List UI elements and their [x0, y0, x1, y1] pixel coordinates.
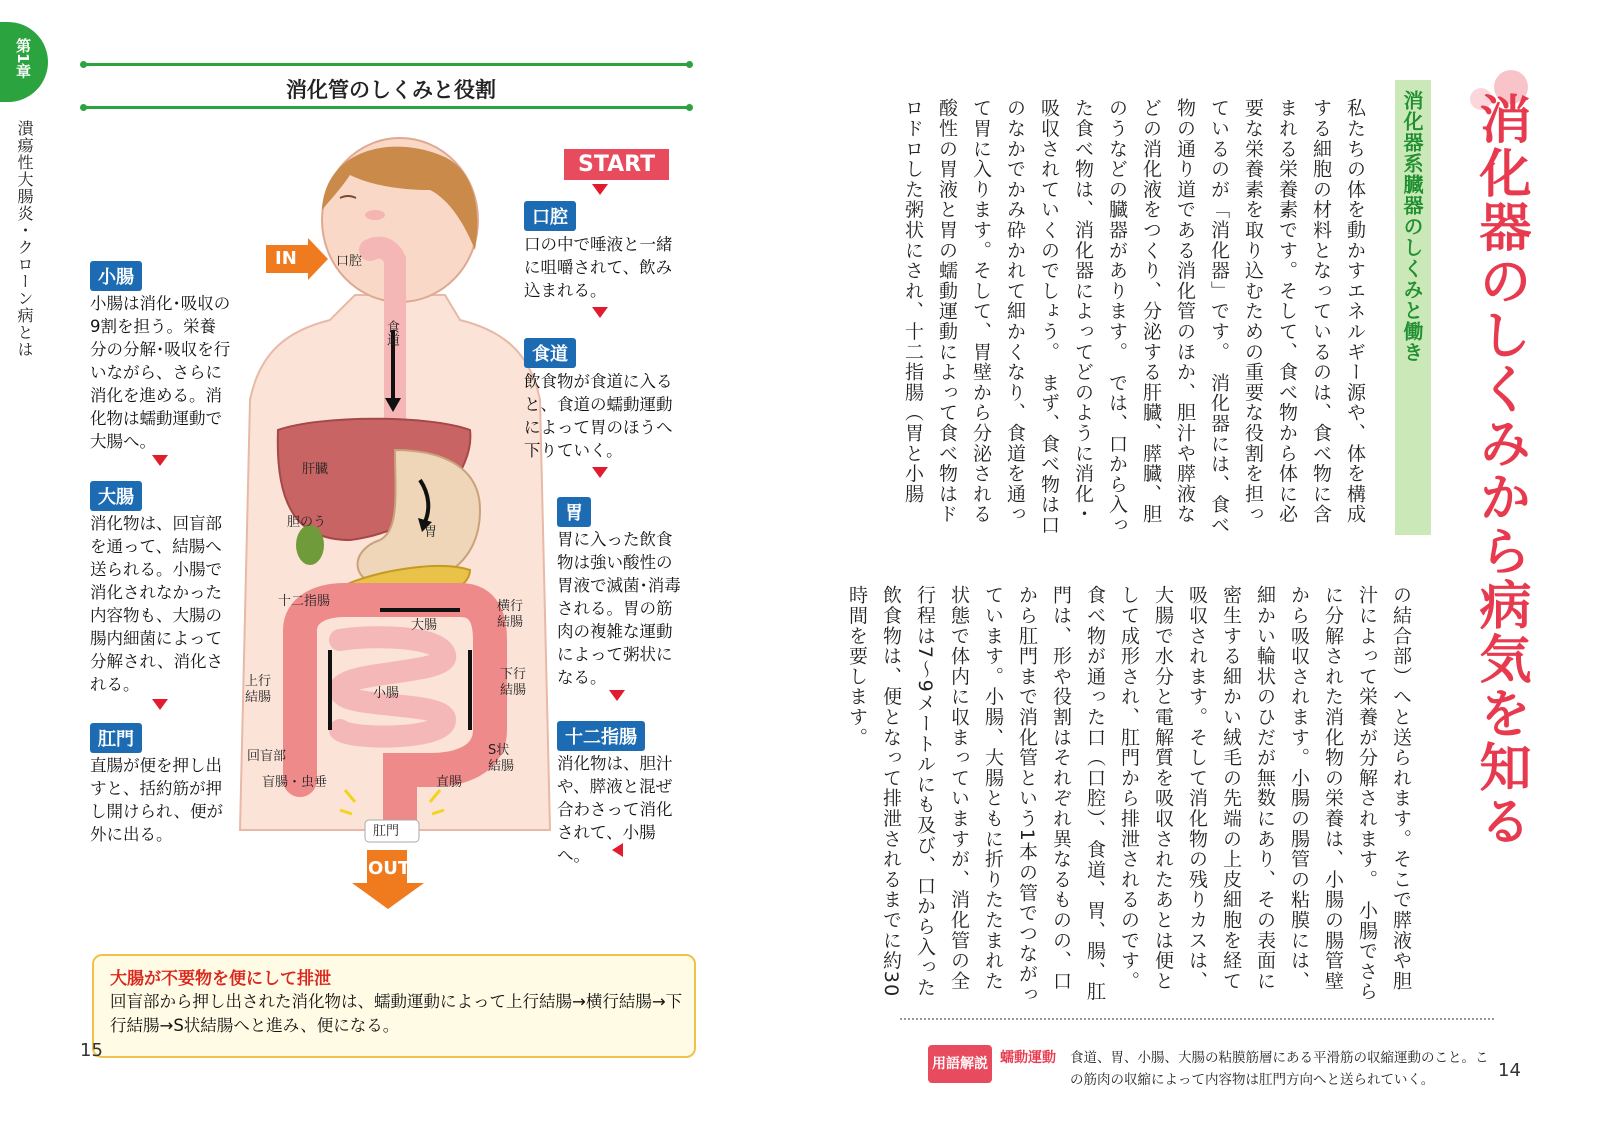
article-body-upper: 私たちの体を動かすエネルギー源や、体を構成する細胞の材料となっているのは、食べ物に含まれる栄養素です。そして、食べ物から体に必要な栄養素を取り込むための重要な役割を担っているのが「消化器」です。 消化器には、食べ物の通り道である消化管のほか、胆汁や膵液などの消化液をつくり、分泌する肝臓、膵臓、胆のうなどの臓器があります。 では、口から入った食べ物は、消化器によってどのように消化・吸収されていくのでしょう。 まず、食べ物は口のなかでかみ砕かれて細かくなり、食道を通って胃に入ります。そして、胃壁から分泌される酸性の胃液と胃の蠕動運動によって食べ物はドロドロした粥状にされ、十二指腸（胃と小腸: [902, 98, 1366, 536]
flow-triangle: [152, 699, 168, 710]
article-subtitle: 消化器系臓器のしくみと働き: [1400, 90, 1424, 363]
out-arrow-head: [352, 883, 424, 909]
summary-title: 大腸が不要物を便にして排泄: [110, 969, 331, 989]
label-ileocecal: 回盲部: [247, 749, 287, 764]
label-duodenum: 十二指腸: [278, 594, 331, 609]
label-liver: 肝臓: [302, 462, 329, 477]
flow-triangle: [609, 690, 625, 701]
label-cecum: 盲腸・虫垂: [262, 775, 328, 790]
glossary-term: 蠕動運動: [1000, 1050, 1056, 1066]
label-small-intestine: 小腸: [373, 686, 400, 701]
flow-triangle: [592, 184, 608, 195]
flow-triangle-left: [612, 843, 623, 857]
flow-triangle: [592, 307, 608, 318]
label-rectum: 直腸: [436, 775, 463, 790]
note-title-esophagus: 食道: [524, 338, 576, 368]
note-title-stomach: 胃: [557, 497, 591, 527]
note-title-duodenum: 十二指腸: [557, 721, 645, 751]
label-transverse-colon: 横行 結腸: [497, 599, 524, 630]
cheek: [365, 210, 385, 220]
label-gallbladder: 胆のう: [287, 515, 327, 530]
in-arrow-head: [308, 238, 328, 280]
note-text-anus: 直腸が便を押し出すと、括約筋が押し開けられ、便が外に出る。: [90, 756, 223, 844]
diagram-title: 消化管のしくみと役割: [286, 78, 496, 102]
page-number-right: 14: [1498, 1060, 1521, 1081]
label-stomach: 胃: [424, 525, 438, 540]
note-title-small-intestine: 小腸: [90, 261, 142, 291]
header-rule-top: [84, 63, 690, 66]
note-text-esophagus: 飲食物が食道に入ると、食道の蠕動運動によって胃のほうへ下りていく。: [524, 372, 673, 460]
label-descending-colon: 下行 結腸: [500, 667, 527, 698]
label-anus: 肛門: [373, 824, 400, 839]
label-sigmoid-colon: S状 結腸: [488, 743, 515, 774]
note-title-mouth: 口腔: [524, 201, 576, 231]
article-title: 消化器のしくみから病気を知る: [1470, 92, 1530, 848]
gallbladder-shape: [296, 525, 324, 565]
note-text-large-intestine: 消化物は、回盲部を通って、結腸へ送られる。小腸で消化されなかった内容物も、大腸の腸内細菌によって分解され、消化される。: [90, 514, 223, 694]
note-text-stomach: 胃に入った飲食物は強い酸性の胃液で滅菌･消毒される。胃の筋肉の複雑な運動によって粥状になる。: [557, 530, 681, 687]
header-dot: [686, 61, 693, 68]
out-label: OUT: [368, 858, 411, 879]
digestive-tract-illustration: [230, 130, 560, 850]
chapter-number: 第1章: [14, 38, 32, 79]
summary-text: 回盲部から押し出された消化物は、蠕動運動によって上行結腸→横行結腸→下行結腸→S状結腸へと進み、便になる。: [110, 992, 683, 1035]
page-number-left: 15: [80, 1040, 103, 1061]
glossary-badge: 用語解説: [928, 1045, 992, 1083]
note-title-large-intestine: 大腸: [90, 481, 142, 511]
in-label: IN: [275, 248, 297, 269]
note-title-anus: 肛門: [90, 723, 142, 753]
label-mouth: 口腔: [336, 254, 363, 269]
glossary-text: 食道、胃、小腸、大腸の粘膜筋層にある平滑筋の収縮運動のこと。この筋肉の収縮によって内容物は肛門方向へと送られていく。: [1070, 1050, 1489, 1088]
header-rule-bottom: [84, 106, 690, 109]
article-body-lower: の結合部）へと送られます。そこで膵液や胆汁によって栄養が分解されます。 小腸でさらに分解された消化物の栄養は、小腸の腸管壁から吸収されます。小腸の腸管の粘膜には、細かい輪状のひだが無数にあり、その表面に密生する細かい絨毛の先端の上皮細胞を経て吸収されます。そして消化物の残りカスは、大腸で水分と電解質を吸収されたあとは便として成形され、肛門から排泄されるのです。 食べ物が通った口（口腔）、食道、胃、腸、肛門は、形や役割はそれぞれ異なるものの、口から肛門まで消化管という1本の管でつながっています。小腸、大腸ともに折りたたまれた状態で体内に収まっていますが、消化管の全行程は7～9メートルにも及び、口から入った飲食物は、便となって排泄されるまでに約30時間を要します。: [846, 585, 1412, 1005]
note-text-duodenum: 消化物は、胆汁や、膵液と混ぜ合わさって消化されて、小腸へ。: [557, 754, 673, 865]
note-text-mouth: 口の中で唾液と一緒に咀嚼されて、飲み込まれる。: [524, 235, 673, 300]
label-esophagus: 食道: [384, 320, 399, 346]
glossary-divider: [900, 1018, 1494, 1020]
note-text-small-intestine: 小腸は消化･吸収の9割を担う。栄養分の分解･吸収を行いながら、さらに消化を進める。消化物は蠕動運動で大腸へ。: [90, 294, 231, 451]
header-dot: [686, 104, 693, 111]
flow-triangle: [592, 467, 608, 478]
chapter-running-title: 潰瘍性大腸炎・クローン病とは: [15, 120, 34, 358]
flow-triangle: [152, 455, 168, 466]
label-large-intestine: 大腸: [411, 618, 438, 633]
start-badge: START: [564, 149, 669, 180]
label-ascending-colon: 上行 結腸: [245, 674, 272, 705]
